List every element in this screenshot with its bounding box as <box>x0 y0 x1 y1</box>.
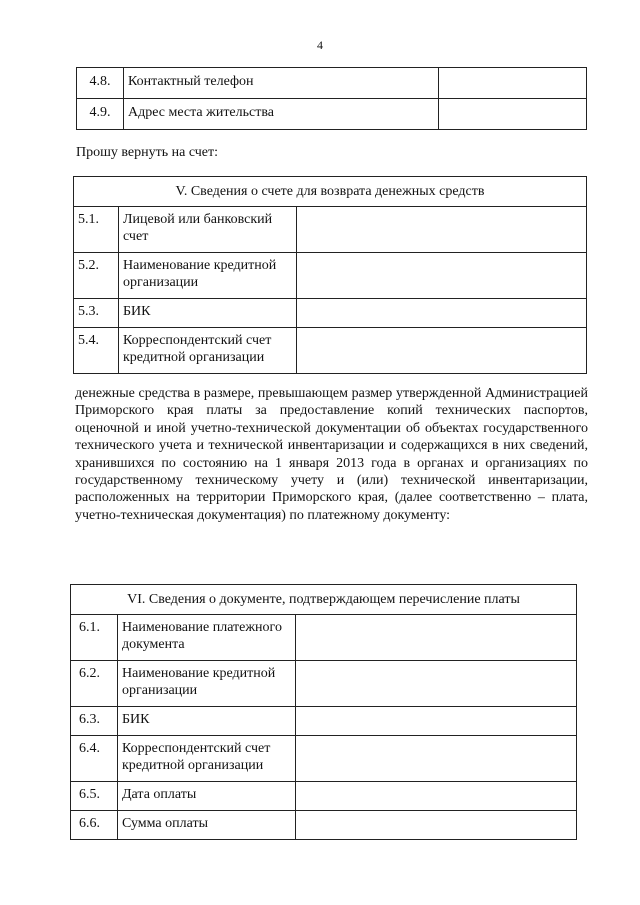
row-label: БИК <box>118 707 296 736</box>
table-row <box>71 782 577 811</box>
table-row <box>71 811 577 840</box>
table-row <box>74 207 587 253</box>
row-number: 6.1. <box>71 615 118 661</box>
row-number: 4.9. <box>77 99 124 130</box>
row-label: Наименование кредитной организации <box>118 661 296 707</box>
row-label: БИК <box>119 299 297 328</box>
value-cell-contact-phone[interactable] <box>439 68 587 99</box>
row-number: 6.5. <box>71 782 118 811</box>
row-number: 5.1. <box>74 207 119 253</box>
row-number: 5.4. <box>74 328 119 374</box>
row-label: Наименование кредитной организации <box>119 253 297 299</box>
row-label: Лицевой или банковский счет <box>119 207 297 253</box>
table-row <box>74 253 587 299</box>
section-5-title: V. Сведения о счете для возврата денежных средств <box>74 177 587 207</box>
value-cell-corr-account[interactable] <box>296 736 577 782</box>
value-cell-payment-doc[interactable] <box>296 615 577 661</box>
table-row <box>77 68 587 99</box>
value-cell-bank-name[interactable] <box>297 253 587 299</box>
value-cell-bank-name[interactable] <box>296 661 577 707</box>
request-text: Прошу вернуть на счет: <box>76 145 219 160</box>
table-header-row <box>71 585 577 615</box>
section-6-table <box>70 584 577 840</box>
value-cell-bik[interactable] <box>297 299 587 328</box>
row-number: 5.3. <box>74 299 119 328</box>
value-cell-residence-address[interactable] <box>439 99 587 130</box>
table-row <box>77 99 587 130</box>
row-number: 6.4. <box>71 736 118 782</box>
value-cell-payment-amount[interactable] <box>296 811 577 840</box>
row-label: Корреспондентский счет кредитной организации <box>119 328 297 374</box>
row-label: Сумма оплаты <box>118 811 296 840</box>
row-number: 5.2. <box>74 253 119 299</box>
row-label: Адрес места жительства <box>124 99 439 130</box>
value-cell-payment-date[interactable] <box>296 782 577 811</box>
value-cell-bik[interactable] <box>296 707 577 736</box>
section-4-table-tail <box>76 67 587 130</box>
table-row <box>74 328 587 374</box>
row-number: 6.3. <box>71 707 118 736</box>
section-6-title: VI. Сведения о документе, подтверждающем перечисление платы <box>71 585 577 615</box>
table-row <box>71 707 577 736</box>
table-header-row <box>74 177 587 207</box>
value-cell-corr-account[interactable] <box>297 328 587 374</box>
row-label: Контактный телефон <box>124 68 439 99</box>
table-row <box>74 299 587 328</box>
value-cell-account[interactable] <box>297 207 587 253</box>
table-row <box>71 615 577 661</box>
row-number: 4.8. <box>77 68 124 99</box>
section-5-table <box>73 176 587 374</box>
row-number: 6.6. <box>71 811 118 840</box>
table-row <box>71 661 577 707</box>
body-paragraph: денежные средства в размере, превышающем размер утвержденной Администрацией Приморского края платы за предоставление копий технических паспортов, оценочной и иной учетно-технической документации об объектах государственного технического учета и технической инвентаризации и содержащихся в них сведений, хранившихся по состоянию на 1 января 2013 года в органах и организациях по государственному техническому учету и (или) технической инвентаризации, расположенных на территории Приморского края, (далее соответственно – плата, учетно-техническая документация) по платежному документу: <box>75 386 588 523</box>
page-number: 4 <box>317 38 323 52</box>
row-label: Дата оплаты <box>118 782 296 811</box>
table-row <box>71 736 577 782</box>
row-label: Корреспондентский счет кредитной организации <box>118 736 296 782</box>
row-number: 6.2. <box>71 661 118 707</box>
row-label: Наименование платежного документа <box>118 615 296 661</box>
